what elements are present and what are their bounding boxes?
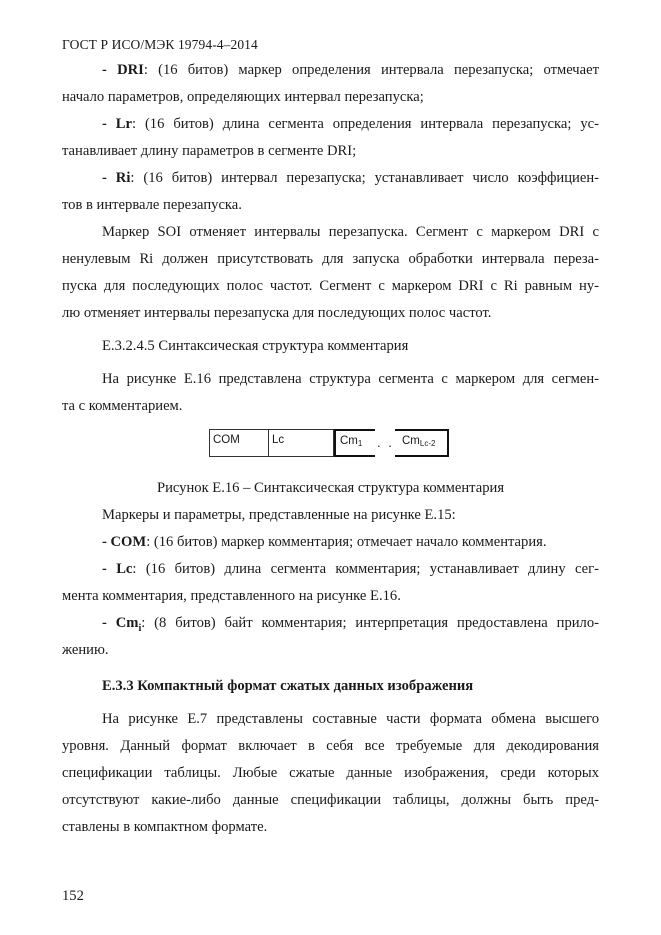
section-heading-e33: E.3.3 Компактный формат сжатых данных изображения — [102, 678, 474, 694]
item-term: - COM — [102, 534, 147, 550]
item-dri-line2: начало параметров, определяющих интервал перезапуска; — [62, 89, 424, 105]
item-text: : (16 битов) маркер комментария; отмечает начало комментария. — [146, 534, 547, 550]
figure-ellipsis: . . — [377, 435, 394, 450]
comment-segment-figure — [209, 429, 451, 460]
paragraph-line: На рисунке E.7 представлены составные части формата обмена высшего — [102, 711, 599, 727]
item-lr-line1 — [102, 116, 599, 133]
item-cmi-line1 — [102, 615, 599, 634]
running-header: ГОСТ Р ИСО/МЭК 19794-4–2014 — [62, 37, 258, 52]
figure-cell-com: COM — [209, 429, 268, 457]
item-ri-line2: тов в интервале перезапуска. — [62, 197, 242, 213]
term-subscript: i — [138, 622, 142, 634]
figure-cell-cmlc — [395, 429, 449, 457]
section-heading: E.3.2.4.5 Синтаксическая структура комментария — [102, 338, 409, 354]
cell-subscript: Lc-2 — [419, 439, 436, 448]
paragraph-line: Маркер SOI отменяет интервалы перезапуска. Сегмент с маркером DRI с — [102, 224, 599, 240]
paragraph-line: та с комментарием. — [62, 398, 183, 414]
paragraph-line: спецификации таблицы. Любые сжатые данные изображения, среди которых — [62, 765, 599, 781]
item-text: : (8 битов) байт комментария; интерпретация предоставлена прило- — [141, 615, 599, 631]
item-term — [102, 615, 142, 634]
paragraph-line: ставлены в компактном формате. — [62, 819, 268, 835]
term-base: - Cm — [102, 615, 139, 631]
item-lc-line2: мента комментария, представленного на рисунке E.16. — [62, 588, 401, 604]
item-term: - Lr — [102, 116, 132, 132]
item-term: - Lc — [102, 561, 133, 577]
item-text: : (16 битов) длина сегмента определения интервала перезапуска; ус- — [131, 116, 599, 132]
figure-caption: Рисунок E.16 – Синтаксическая структура комментария — [156, 480, 505, 496]
item-text: : (16 битов) маркер определения интервала перезапуска; отмечает — [143, 62, 599, 78]
paragraph-line: пуска для последующих полос частот. Сегмент с маркером DRI с Ri равным ну- — [62, 278, 599, 294]
item-term: - Ri — [102, 170, 131, 186]
paragraph-line: ненулевым Ri должен присутствовать для запуска обработки интервала переза- — [62, 251, 599, 267]
paragraph-line: На рисунке E.16 представлена структура сегмента с маркером для сегмен- — [102, 371, 599, 387]
paragraph-line: лю отменяет интервалы перезапуска для последующих полос частот. — [62, 305, 492, 321]
cell-subscript: 1 — [357, 439, 363, 448]
item-dri-line1 — [102, 62, 599, 79]
cell-label: Cm — [402, 435, 420, 447]
item-text: : (16 битов) интервал перезапуска; устанавливает число коэффициен- — [130, 170, 599, 186]
item-cmi-line2: жению. — [62, 642, 109, 658]
item-lc-line1 — [102, 561, 599, 578]
paragraph-line: Маркеры и параметры, представленные на рисунке E.15: — [102, 507, 456, 523]
figure-cell-cm1 — [334, 429, 375, 457]
item-ri-line1 — [102, 170, 599, 187]
page-number: 152 — [62, 888, 84, 904]
item-text: : (16 битов) длина сегмента комментария; устанавливает длину сег- — [132, 561, 599, 577]
cell-label: Cm — [340, 435, 358, 447]
paragraph-line: отсутствуют какие-либо данные спецификации таблицы, должны быть пред- — [62, 792, 599, 808]
paragraph-line: уровня. Данный формат включает в себя все требуемые для декодирования — [62, 738, 599, 754]
item-lr-line2: танавливает длину параметров в сегменте DRI; — [62, 143, 357, 159]
item-com-line1 — [102, 534, 599, 551]
figure-cell-lc: Lc — [268, 429, 334, 457]
item-term: - DRI — [102, 62, 144, 78]
